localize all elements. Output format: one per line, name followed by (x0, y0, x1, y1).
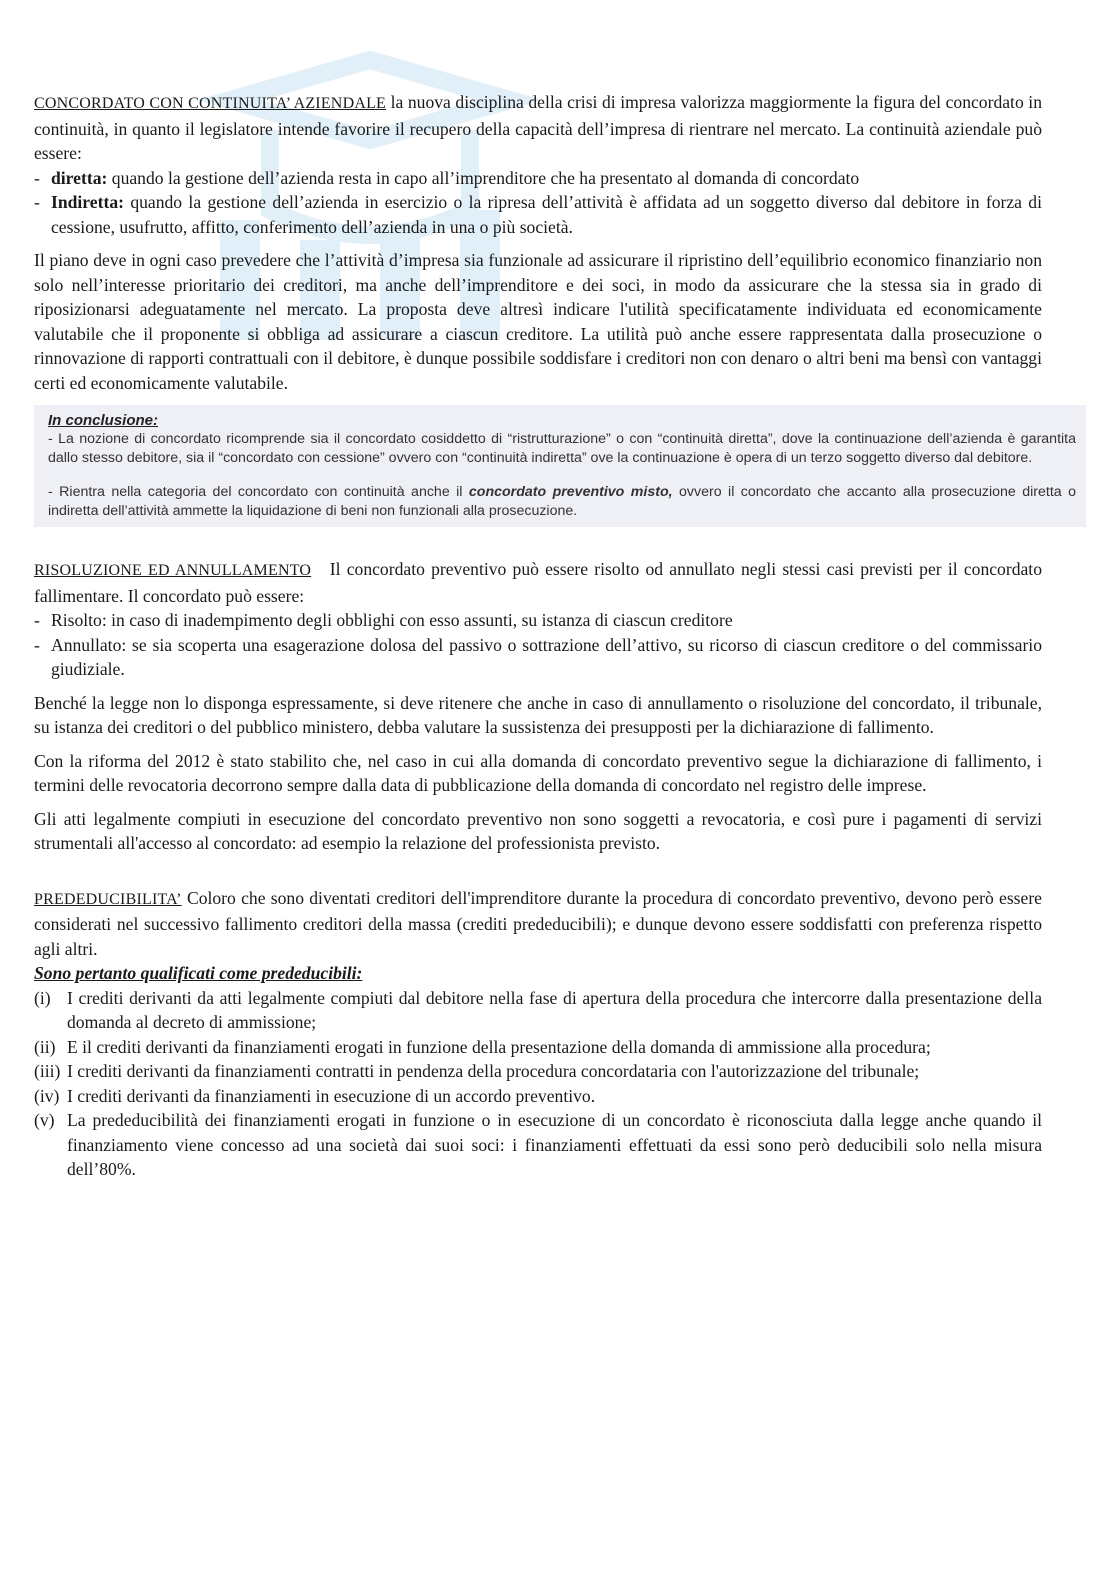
section-risoluzione: RISOLUZIONE ED ANNULLAMENTO Il concordato preventivo può essere risolto od annullato negli stessi casi previsti per il concordato fallimentare. Il concordato può essere: (34, 559, 1042, 606)
bullet-item: - Annullato: se sia scoperta una esagerazione dolosa del passivo o sottrazione dell’attivo, su ricorso di ciascun creditore o del commissario giudiziale. (34, 634, 1042, 680)
list-item: (i) I crediti derivanti da atti legalmente compiuti dal debitore nella fase di apertura della procedura che intercorre dalla presentazione della domanda al decreto di ammissione; (34, 987, 1042, 1033)
conclusion-box (34, 405, 1086, 527)
list-item: (iv) I crediti derivanti da finanziamenti in esecuzione di un accordo preventivo. (34, 1085, 596, 1106)
list-item: (v) La prededucibilità dei finanziamenti erogati in funzione o in esecuzione di un concordato è riconosciuta dalla legge anche quando il finanziamento viene concesso ad una società dai suoi soci: i finanziamenti effettuati da essi sono però deducibili solo nella misura dell’80%. (34, 1110, 1042, 1180)
conclusion-item: - Rientra nella categoria del concordato con continuità anche il concordato preventivo misto, ovvero il concordato che accanto alla prosecuzione diretta o indiretta dell’attività ammette la liquidazione di beni non funzionali alla prosecuzione. (48, 483, 1076, 519)
section-heading: CONCORDATO CON CONTINUITA’ AZIENDALE (34, 95, 387, 112)
list-heading: Sono pertanto qualificati come prededucibili: (34, 963, 363, 984)
paragraph: Gli atti legalmente compiuti in esecuzione del concordato preventivo non sono soggetti a revocatoria, e così pure i pagamenti di servizi strumentali all'accesso al concordato: ad esempio la relazione del professionista previsto. (34, 808, 1042, 854)
paragraph: Con la riforma del 2012 è stato stabilito che, nel caso in cui alla domanda di concordato preventivo segue la dichiarazione di fallimento, i termini delle revocatoria decorrono sempre dalla data di pubblicazione della domanda di concordato nel registro delle imprese. (34, 750, 1042, 796)
section-continuita: CONCORDATO CON CONTINUITA’ AZIENDALE la nuova disciplina della crisi di impresa valorizza maggiormente la figura del concordato in continuità, in quanto il legislatore intende favorire il recupero della capacità dell’impresa di rientrare nel mercato. La continuità aziendale può essere: (34, 92, 1042, 163)
section-heading: PREDEDUCIBILITA’ (34, 890, 182, 908)
bullet-item: - Indiretta: quando la gestione dell’azienda in esercizio o la ripresa dell’attività è affidata ad un soggetto diverso dal debitore in forza di cessione, usufrutto, affitto, conferimento dell’azienda in una o più società. (34, 192, 1042, 237)
conclusion-title: In conclusione: (48, 412, 159, 429)
list-item: (ii) E il crediti derivanti da finanziamenti erogati in funzione della presentazione della domanda di ammissione alla procedura; (34, 1036, 931, 1057)
bullet-item: - diretta: quando la gestione dell’azienda resta in capo all’imprenditore che ha presentato al domanda di concordato (34, 167, 860, 188)
document-page (34, 90, 1076, 1182)
list-item: (iii) I crediti derivanti da finanziamenti contratti in pendenza della procedura concordataria con l'autorizzazione del tribunale; (34, 1061, 920, 1082)
conclusion-item: - La nozione di concordato ricomprende sia il concordato cosiddetto di “ristrutturazione” o con “continuità diretta”, dove la continuazione dell’azienda è garantita dallo stesso debitore, sia il “concordato con cessione” ovvero con “continuità indiretta” ove la continuazione è opera di un terzo soggetto diverso dal debitore. (48, 431, 1076, 467)
paragraph: Benché la legge non lo disponga espressamente, si deve ritenere che anche in caso di annullamento o risoluzione del concordato, il tribunale, su istanza dei creditori o del pubblico ministero, debba valutare la sussistenza dei presupposti per la dichiarazione di fallimento. (34, 692, 1042, 738)
section-heading: RISOLUZIONE ED ANNULLAMENTO (34, 562, 312, 580)
bullet-item: - Risolto: in caso di inadempimento degli obblighi con esso assunti, su istanza di ciascun creditore (34, 610, 733, 631)
section-prededucibilita: PREDEDUCIBILITA’ Coloro che sono diventati creditori dell'imprenditore durante la procedura di concordato preventivo, devono però essere considerati nel successivo fallimento creditori della massa (crediti prededucibili); e dunque devono essere soddisfatti con preferenza rispetto agli altri. (34, 887, 1042, 959)
paragraph: Il piano deve in ogni caso prevedere che l’attività d’impresa sia funzionale ad assicurare il ripristino dell’equilibrio economico finanziario non solo nell’interesse prioritario dei creditori, ma anche dell’imprenditore e dei soci, in modo da assicurare che la stessa sia in grado di riposizionarsi adeguatamente nel mercato. La proposta deve altresì indicare l'utilità specificatamente individuata ed economicamente valutabile che il proponente si obbliga ad assicurare a ciascun creditore. La utilità può anche essere rappresentata dalla prosecuzione o rinnovazione di rapporti contrattuali con il debitore, è dunque possibile soddisfare i creditori non con denaro o altri beni ma bensì con vantaggi certi ed economicamente valutabile. (34, 250, 1042, 393)
